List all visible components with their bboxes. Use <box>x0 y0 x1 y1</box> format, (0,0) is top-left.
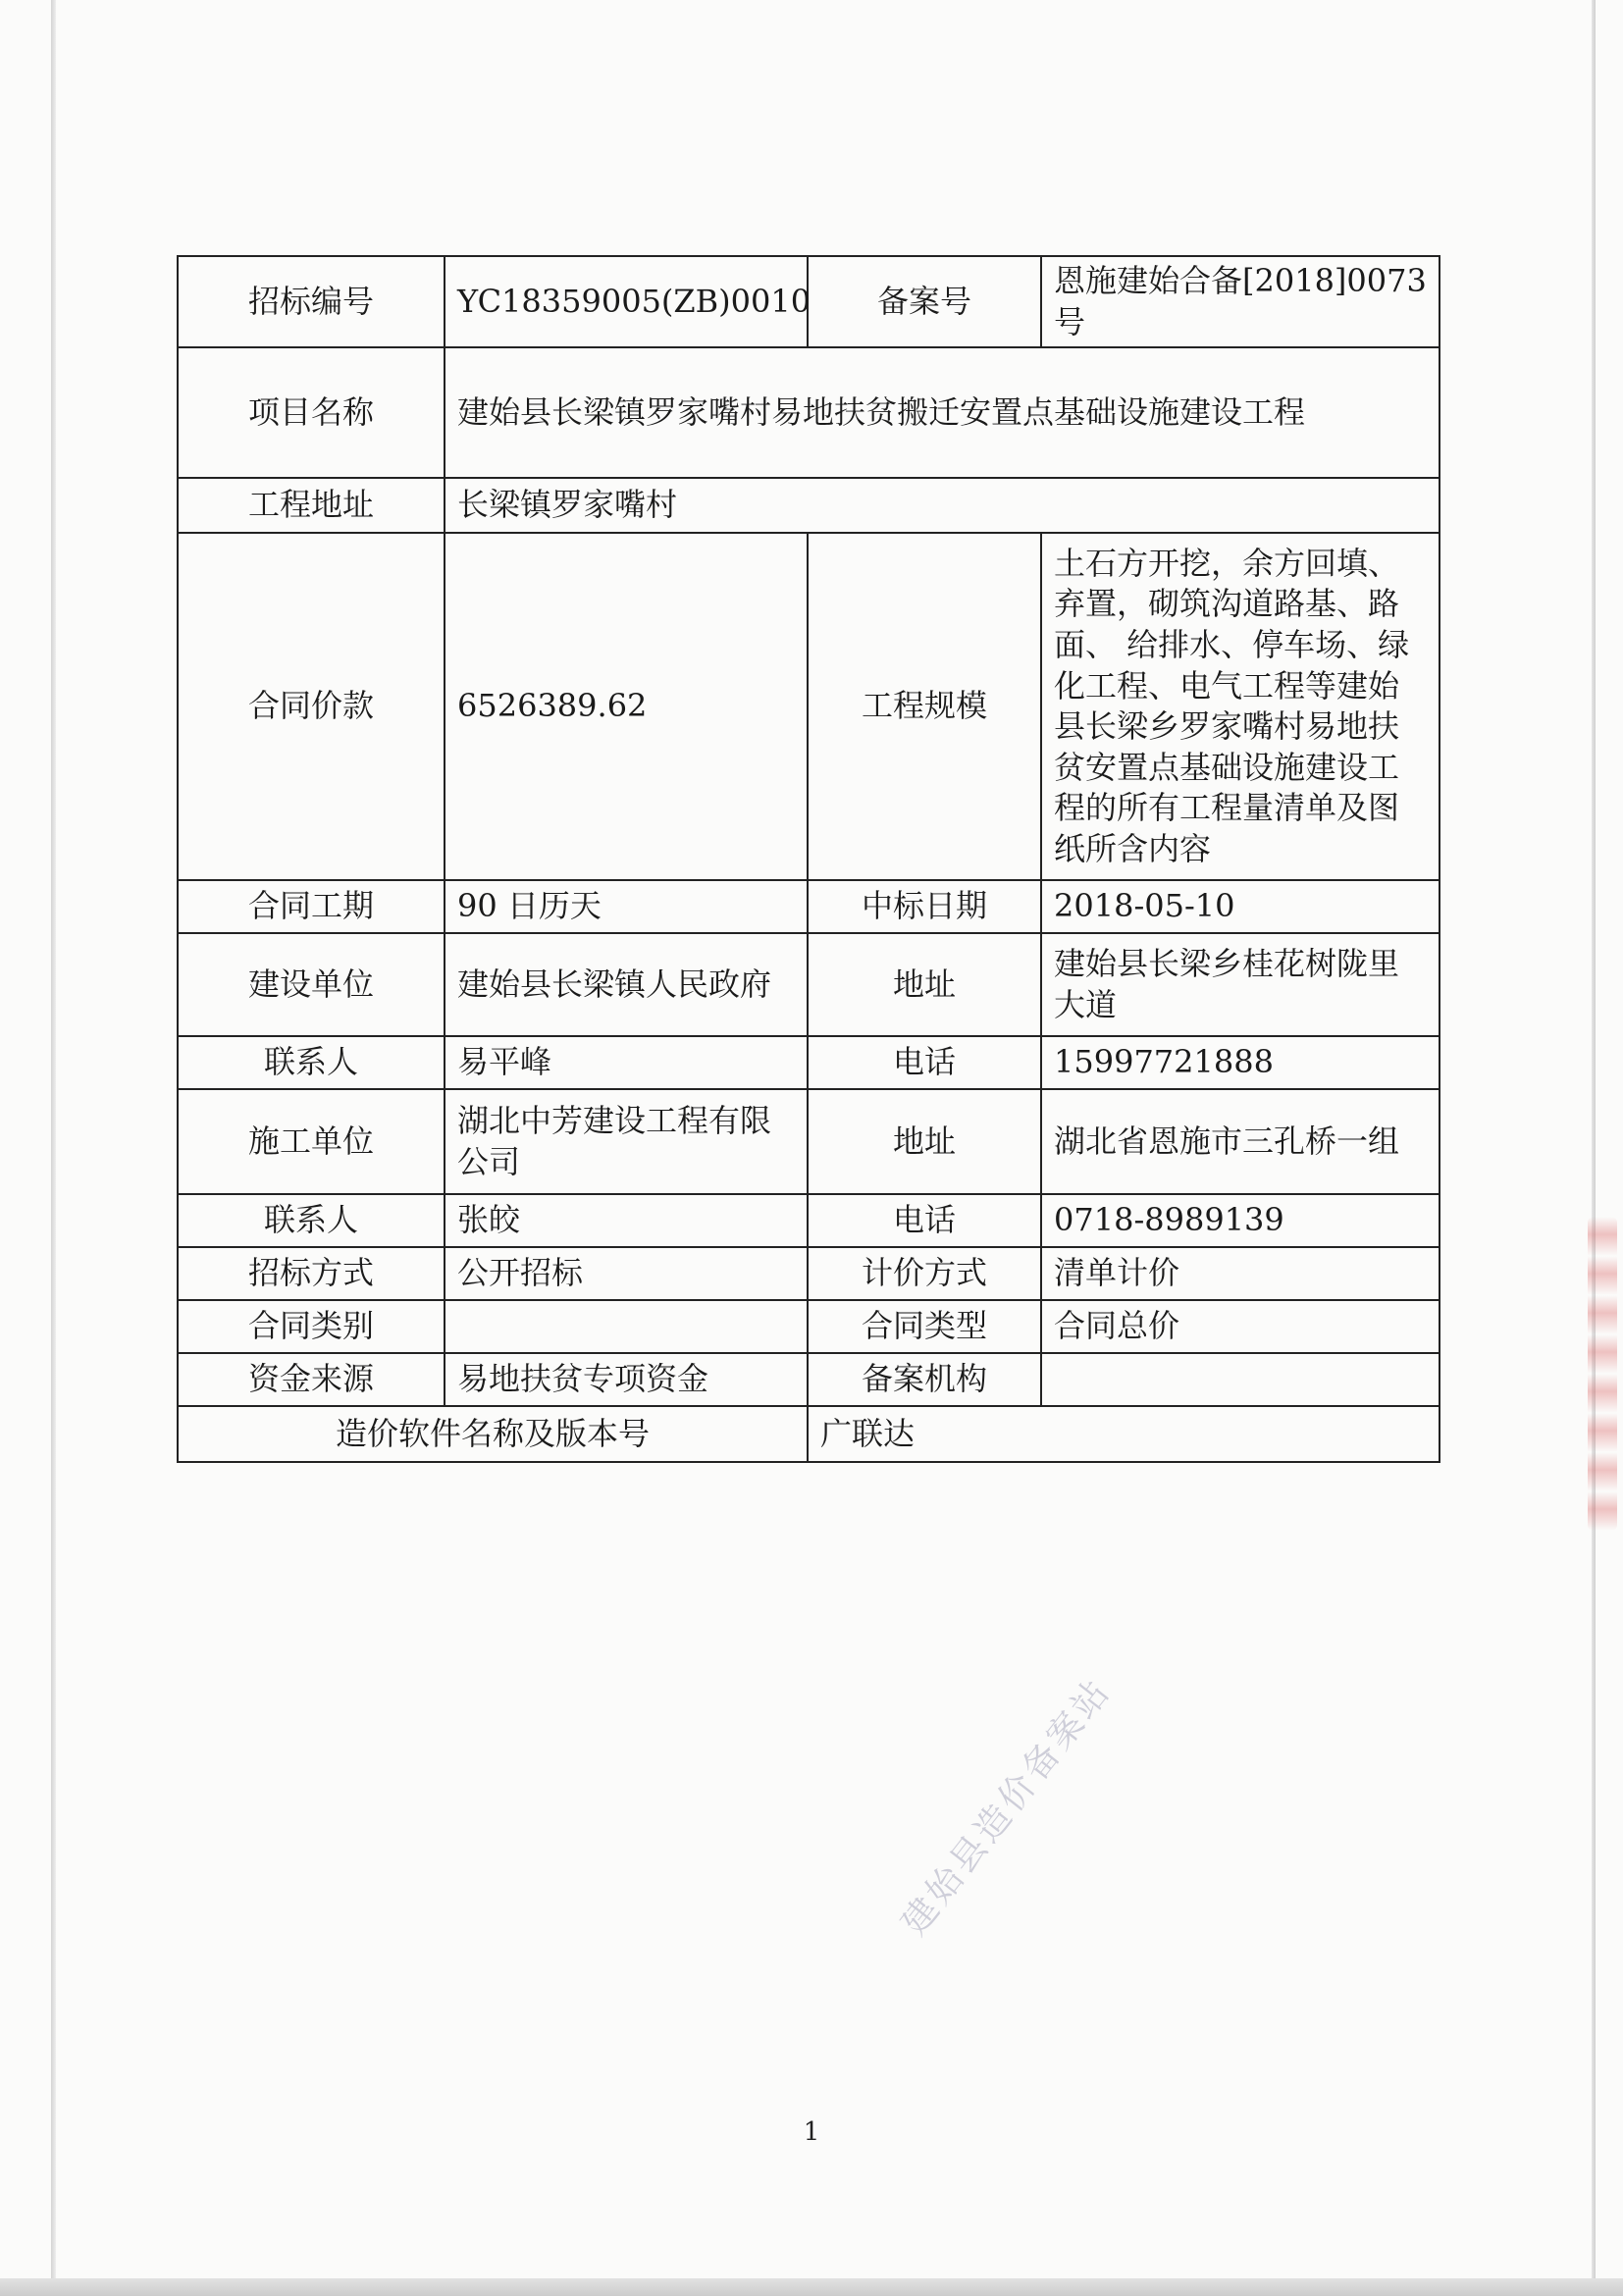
table-row-pricing-software <box>178 1406 1440 1462</box>
label-contract-price: 合同价款 <box>178 533 445 880</box>
value-owner-unit: 建始县长梁镇人民政府 <box>445 933 808 1036</box>
table-row-contractor-contact <box>178 1194 1440 1247</box>
value-contractor-unit: 湖北中芳建设工程有限公司 <box>445 1089 808 1194</box>
label-contract-period: 合同工期 <box>178 880 445 933</box>
value-project-address: 长梁镇罗家嘴村 <box>445 478 1440 533</box>
filing-stamp: 建始县造价备案站 <box>894 1670 1120 1944</box>
value-contractor-address: 湖北省恩施市三孔桥一组 <box>1041 1089 1440 1194</box>
label-owner-contact: 联系人 <box>178 1036 445 1089</box>
value-contractor-contact: 张皎 <box>445 1194 808 1247</box>
table-row-owner-unit <box>178 933 1440 1036</box>
label-contract-category: 合同类别 <box>178 1300 445 1353</box>
value-filing-number: 恩施建始合备[2018]0073号 <box>1041 256 1440 347</box>
label-owner-unit: 建设单位 <box>178 933 445 1036</box>
label-project-scale: 工程规模 <box>808 533 1041 880</box>
value-bid-method: 公开招标 <box>445 1247 808 1300</box>
value-project-scale: 土石方开挖，余方回填、弃置，砌筑沟道路基、路面、 给排水、停车场、绿化工程、电气工程等建始县长梁乡罗家嘴村易地扶贫安置点基础设施建设工程的所有工程量清单及图纸所含内容 <box>1041 533 1440 880</box>
contract-info-table <box>177 255 1440 1463</box>
label-filing-number: 备案号 <box>808 256 1041 347</box>
label-project-address: 工程地址 <box>178 478 445 533</box>
label-contractor-unit: 施工单位 <box>178 1089 445 1194</box>
table-row-contract-price <box>178 533 1440 880</box>
table-row-contractor-unit <box>178 1089 1440 1194</box>
value-contract-period: 90 日历天 <box>445 880 808 933</box>
table-row-bid-number <box>178 256 1440 347</box>
label-award-date: 中标日期 <box>808 880 1041 933</box>
scan-edge-right <box>1592 0 1596 2296</box>
label-project-name: 项目名称 <box>178 347 445 478</box>
value-project-name: 建始县长梁镇罗家嘴村易地扶贫搬迁安置点基础设施建设工程 <box>445 347 1440 478</box>
value-contract-price: 6526389.62 <box>445 533 808 880</box>
table-row-funding-source <box>178 1353 1440 1406</box>
label-contract-type: 合同类型 <box>808 1300 1041 1353</box>
label-bid-method: 招标方式 <box>178 1247 445 1300</box>
value-contractor-phone: 0718-8989139 <box>1041 1194 1440 1247</box>
value-pricing-software: 广联达 <box>808 1406 1440 1462</box>
scan-edge-left <box>51 0 56 2296</box>
seal-fragment-decoration <box>1588 1217 1617 1531</box>
value-funding-source: 易地扶贫专项资金 <box>445 1353 808 1406</box>
value-owner-phone: 15997721888 <box>1041 1036 1440 1089</box>
label-contractor-address: 地址 <box>808 1089 1041 1194</box>
table-row-contract-category <box>178 1300 1440 1353</box>
table-row-project-name <box>178 347 1440 478</box>
value-pricing-method: 清单计价 <box>1041 1247 1440 1300</box>
page-number: 1 <box>803 2117 820 2147</box>
table-row-bid-method <box>178 1247 1440 1300</box>
label-owner-address: 地址 <box>808 933 1041 1036</box>
label-contractor-phone: 电话 <box>808 1194 1041 1247</box>
value-contract-type: 合同总价 <box>1041 1300 1440 1353</box>
value-owner-contact: 易平峰 <box>445 1036 808 1089</box>
label-funding-source: 资金来源 <box>178 1353 445 1406</box>
label-pricing-software: 造价软件名称及版本号 <box>178 1406 808 1462</box>
value-bid-number: YC18359005(ZB)0010 <box>445 256 808 347</box>
value-filing-agency <box>1041 1353 1440 1406</box>
value-owner-address: 建始县长梁乡桂花树陇里大道 <box>1041 933 1440 1036</box>
table-row-owner-contact <box>178 1036 1440 1089</box>
table-row-project-address <box>178 478 1440 533</box>
label-owner-phone: 电话 <box>808 1036 1041 1089</box>
value-award-date: 2018-05-10 <box>1041 880 1440 933</box>
label-contractor-contact: 联系人 <box>178 1194 445 1247</box>
table-row-contract-period <box>178 880 1440 933</box>
label-pricing-method: 计价方式 <box>808 1247 1041 1300</box>
value-contract-category <box>445 1300 808 1353</box>
label-filing-agency: 备案机构 <box>808 1353 1041 1406</box>
scan-edge-bottom <box>0 2278 1623 2296</box>
label-bid-number: 招标编号 <box>178 256 445 347</box>
